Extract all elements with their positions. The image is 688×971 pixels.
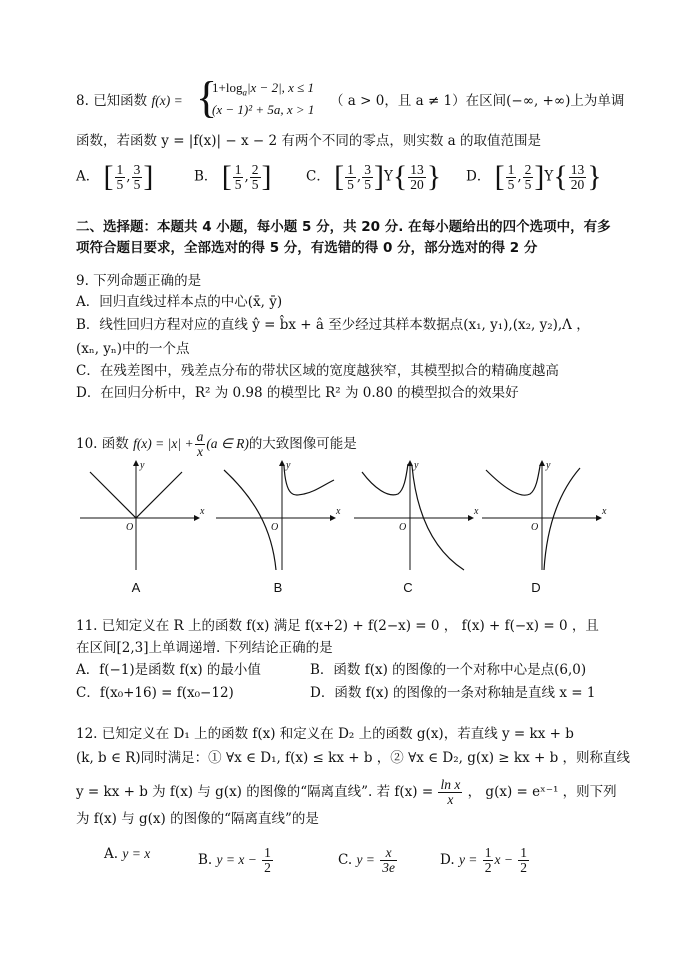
section2-line1: 二、选择题：本题共 4 小题，每小题 5 分，共 20 分. 在每小题给出的四个选项中，有多 xyxy=(76,219,611,235)
q10-graph-c[interactable] xyxy=(352,458,482,578)
svg-text:y: y xyxy=(546,460,551,471)
q10-label-a: A xyxy=(131,580,141,595)
q12-line1: 12. 已知定义在 D₁ 上的函数 f(x) 和定义在 D₂ 上的函数 g(x)，若直线 y = kx + b xyxy=(76,726,574,742)
q9-option-a[interactable]: A．回归直线过样本点的中心(x̄, ȳ) xyxy=(76,294,283,310)
q10-label-c: C xyxy=(403,580,413,595)
q8-condition: （ a > 0，且 a ≠ 1）在区间(−∞, +∞)上为单调 xyxy=(330,93,625,109)
q12-option-c[interactable]: C. y = $\frac{x}{3e}$ xyxy=(338,845,395,875)
q12-option-a[interactable]: A. y = x xyxy=(104,846,151,862)
q10-label-d: D xyxy=(531,580,541,595)
q10-graph-a[interactable] xyxy=(78,458,208,578)
q12-line3: y = kx + b 为 f(x) 与 g(x) 的图像的“隔离直线”. 若 f(x) = $\frac{\text{ln x}}{x}$ ， g(x) = eˣ⁻¹ ，则下列 xyxy=(76,777,617,807)
svg-text:O: O xyxy=(271,522,279,533)
section2-line2: 项符合题目要求，全部选对的得 5 分，有选错的得 0 分，部分选对的得 2 分 xyxy=(76,240,538,256)
q8-option-b[interactable]: B． [ $\frac{1}{5}$ , $\frac{2}{5}$ ] xyxy=(194,160,272,193)
svg-text:x: x xyxy=(200,506,205,517)
q11-line2: 在区间[2,3]上单调递增. 下列结论正确的是 xyxy=(76,640,333,656)
svg-text:O: O xyxy=(399,522,407,533)
q12-option-d[interactable]: D. y = $\frac{1}{2}$ x − $\frac{1}{2}$ xyxy=(440,845,527,875)
q9-option-c[interactable]: C．在残差图中，残差点分布的带状区域的宽度越狭窄，其模型拟合的精确度越高 xyxy=(76,363,559,379)
q10-graph-d[interactable] xyxy=(480,458,610,578)
q9-stem: 9. 下列命题正确的是 xyxy=(76,273,202,289)
q10-stem: 10. 函数 f(x) = |x| + $\frac{a}{x}$ (a ∈ R)的大致图像可能是 xyxy=(76,429,357,459)
q12-line4: 为 f(x) 与 g(x) 的图像的“隔离直线”的是 xyxy=(76,811,319,827)
q10-label-b: B xyxy=(273,580,283,595)
q8-number: 8. xyxy=(76,93,89,109)
q10-graph-b[interactable] xyxy=(214,458,344,578)
q8-piecewise: { $1+\log_a|x - 2|$, x ≤ 1 (x − 1)² + 5a, x > 1 xyxy=(196,73,315,122)
q11-option-b[interactable]: B．函数 f(x) 的图像的一个对称中心是点(6,0) xyxy=(310,662,587,678)
q8-option-d[interactable]: D． [ $\frac{1}{5}$ , $\frac{2}{5}$ ]Y{ $\frac{13}{20}$ } xyxy=(466,160,602,193)
svg-text:y: y xyxy=(414,460,419,471)
q11-option-d[interactable]: D．函数 f(x) 的图像的一条对称轴是直线 x = 1 xyxy=(310,685,596,701)
q8-case1: $1+\log_a|x - 2|$, x ≤ 1 xyxy=(212,80,315,98)
q8-line1 xyxy=(76,92,183,110)
q11-line1: 11. 已知定义在 R 上的函数 f(x) 满足 f(x+2) + f(2−x) = 0 ， f(x) + f(−x) = 0 ，且 xyxy=(76,618,599,634)
svg-text:O: O xyxy=(531,522,539,533)
q8-option-c[interactable]: C． [ $\frac{1}{5}$ , $\frac{3}{5}$ ]Y{ $\frac{13}{20}$ } xyxy=(306,160,442,193)
q8-function: f(x) = xyxy=(151,93,183,108)
q8-line2: 函数，若函数 y = |f(x)| − x − 2 有两个不同的零点，则实数 a 的取值范围是 xyxy=(76,133,541,149)
svg-text:x: x xyxy=(602,506,607,517)
svg-text:x: x xyxy=(336,506,341,517)
q9-option-b-cont: (xₙ, yₙ)中的一个点 xyxy=(76,341,190,357)
q11-option-c[interactable]: C．f(x₀+16) = f(x₀−12) xyxy=(76,685,234,701)
svg-text:y: y xyxy=(286,460,291,471)
q8-case2: (x − 1)² + 5a, x > 1 xyxy=(212,102,315,117)
q9-option-b[interactable]: B．线性回归方程对应的直线 ŷ = b̂x + â 至少经过其样本数据点(x₁, y₁),(x₂, y₂),Λ ， xyxy=(76,317,590,333)
svg-text:O: O xyxy=(126,522,134,533)
q8-stem: 已知函数 xyxy=(93,93,148,109)
q12-option-b[interactable]: B. y = x − $\frac{1}{2}$ xyxy=(198,845,271,875)
svg-text:x: x xyxy=(474,506,479,517)
q9-option-d[interactable]: D．在回归分析中，R² 为 0.98 的模型比 R² 为 0.80 的模型拟合的效果好 xyxy=(76,385,519,401)
q8-option-a[interactable]: A． [ $\frac{1}{5}$ , $\frac{3}{5}$ ] xyxy=(76,160,154,193)
q12-line2: (k, b ∈ R)同时满足：① ∀x ∈ D₁, f(x) ≤ kx + b ，② ∀x ∈ D₂, g(x) ≥ kx + b ，则称直线 xyxy=(76,750,631,766)
q11-option-a[interactable]: A．f(−1)是函数 f(x) 的最小值 xyxy=(76,662,261,678)
svg-text:y: y xyxy=(140,460,145,471)
